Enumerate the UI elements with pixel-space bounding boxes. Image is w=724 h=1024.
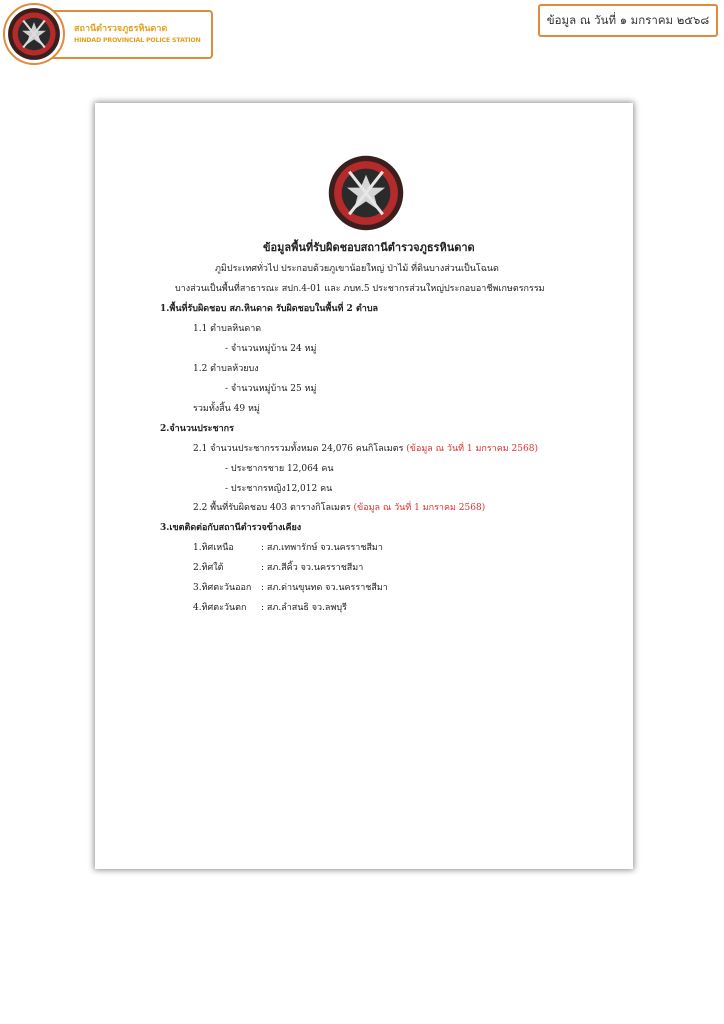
population-total-text: 2.1 จำนวนประชากรรวมทั้งหมด 24,076 คนกิโลเมตร	[193, 444, 404, 454]
section-1-item-2: 1.2 ตำบลห้วยบง	[193, 364, 259, 374]
border-station: : สภ.ด่านขุนทด จว.นครราชสีมา	[261, 583, 388, 593]
border-row	[193, 602, 347, 614]
population-total	[193, 443, 538, 455]
border-station: : สภ.สีคิ้ว จว.นครราชสีมา	[261, 563, 364, 573]
area-date-note: (ข้อมูล ณ วันที่ 1 มกราคม 2568)	[353, 503, 486, 513]
section-3-heading: 3.เขตติดต่อกับสถานีตำรวจข้างเคียง	[160, 523, 302, 533]
station-name-en: HINDAD PROVINCIAL POLICE STATION	[74, 37, 201, 44]
station-name-th: สถานีตำรวจภูธรหินดาด	[74, 24, 168, 34]
border-row	[193, 582, 388, 594]
population-male: - ประชากรชาย 12,064 คน	[225, 464, 334, 474]
police-badge-icon	[328, 155, 404, 231]
population-date-note: (ข้อมูล ณ วันที่ 1 มกราคม 2568)	[406, 444, 538, 454]
border-row	[193, 542, 383, 554]
header-logo	[3, 3, 65, 65]
document-page	[95, 103, 633, 869]
section-1-heading: 1.พื้นที่รับผิดชอบ สภ.หินดาด รับผิดชอบในพื้นที่ 2 ตำบล	[160, 304, 379, 314]
area-text: 2.2 พื้นที่รับผิดชอบ 403 ตารางกิโลเมตร	[193, 503, 351, 513]
intro-line-1: ภูมิประเทศทั่วไป ประกอบด้วยภูเขาน้อยใหญ่ ป่าไม้ ที่ดินบางส่วนเป็นโฉนด	[215, 264, 499, 274]
intro-line-2: บางส่วนเป็นพื้นที่สาธารณะ สปก.4-01 และ ภบท.5 ประชากรส่วนใหญ่ประกอบอาชีพเกษตรกรรม	[175, 284, 545, 294]
document-title: ข้อมูลพื้นที่รับผิดชอบสถานีตำรวจภูธรหินดาด	[263, 241, 475, 254]
date-label: ข้อมูล ณ วันที่ ๑ มกราคม ๒๕๖๘	[538, 4, 718, 37]
section-1-total: รวมทั้งสิ้น 49 หมู่	[193, 404, 260, 414]
section-1-item-1-villages: - จำนวนหมู่บ้าน 24 หมู่	[225, 344, 317, 354]
section-1-item-1: 1.1 ตำบลหินดาด	[193, 324, 262, 334]
section-2-heading: 2.จำนวนประชากร	[160, 424, 234, 434]
border-direction: 2.ทิศใต้	[193, 563, 224, 573]
section-1-item-2-villages: - จำนวนหมู่บ้าน 25 หมู่	[225, 384, 317, 394]
station-banner	[50, 10, 213, 59]
border-direction: 1.ทิศเหนือ	[193, 543, 234, 553]
border-station: : สภ.ลำสนธิ จว.ลพบุรี	[261, 603, 347, 613]
police-badge-icon	[7, 7, 61, 61]
border-row	[193, 562, 363, 574]
border-station: : สภ.เทพารักษ์ จว.นครราชสีมา	[261, 543, 383, 553]
border-direction: 3.ทิศตะวันออก	[193, 583, 252, 593]
area-responsibility	[193, 502, 485, 514]
border-direction: 4.ทิศตะวันตก	[193, 603, 247, 613]
population-female: - ประชากรหญิง12,012 คน	[225, 484, 333, 494]
